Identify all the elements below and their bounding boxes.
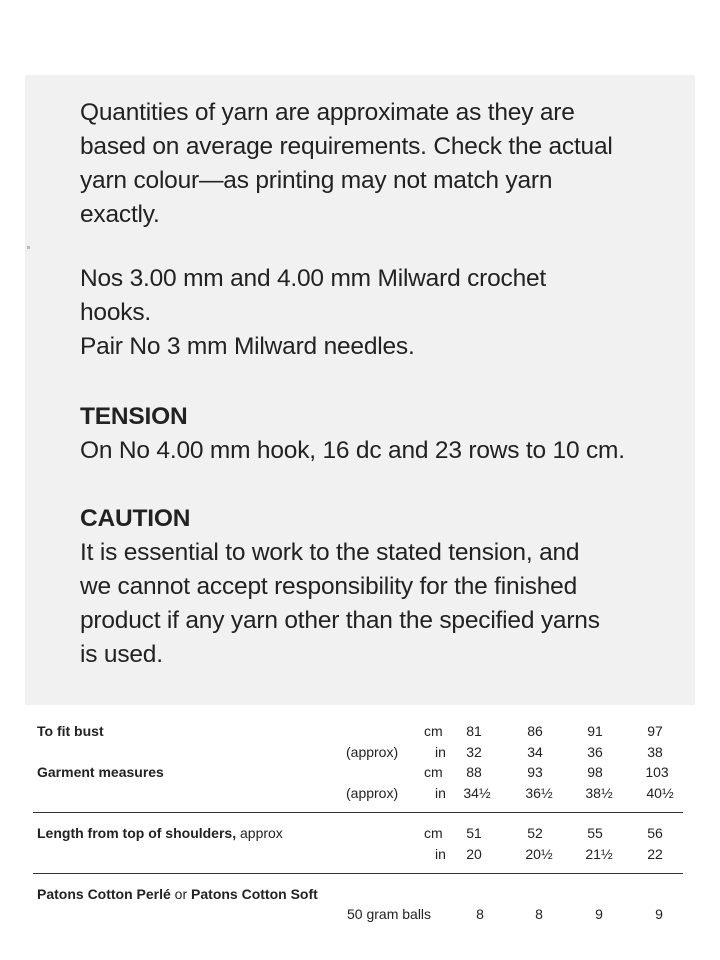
bust-in-value: 34	[527, 744, 543, 760]
yarn-value: 9	[595, 906, 603, 922]
length-in-value: 22	[647, 846, 663, 862]
bust-cm-value: 97	[647, 723, 663, 739]
bust-cm-value: 91	[587, 723, 603, 739]
length-label: Length from top of shoulders, approx	[37, 825, 283, 841]
garment-in-value: 34½	[463, 785, 491, 801]
garment-cm-value: 103	[645, 764, 669, 780]
length-cm-value: 55	[587, 825, 603, 841]
garment-cm-value: 93	[527, 764, 543, 780]
tension-heading: TENSION	[80, 403, 188, 430]
yarn-unit: 50 gram balls	[347, 906, 432, 922]
garment-in-unit: in	[435, 785, 446, 801]
yarn-label: Patons Cotton Perlé or Patons Cotton Soft	[37, 886, 318, 902]
caution-heading: CAUTION	[80, 505, 191, 532]
garment-cm-value: 88	[466, 764, 482, 780]
tension-section	[80, 400, 690, 468]
garment-cm-value: 98	[587, 764, 603, 780]
length-in-unit: in	[435, 846, 446, 862]
garment-label: Garment measures	[37, 764, 164, 780]
tension-text: On No 4.00 mm hook, 16 dc and 23 rows to 10 cm.	[80, 437, 625, 464]
yarn-quantity-note: Quantities of yarn are approximate as they are based on average requirements. Check the actual yarn colour—as printing may not match yarn exactly.	[80, 99, 613, 228]
hooks-needles-note: Nos 3.00 mm and 4.00 mm Milward crochet hooks. Pair No 3 mm Milward needles.	[80, 265, 547, 360]
yarn-value: 8	[535, 906, 543, 922]
garment-cm-unit: cm	[424, 764, 443, 780]
bust-cm-value: 81	[466, 723, 482, 739]
garment-approx: (approx)	[346, 785, 399, 801]
garment-in-value: 40½	[646, 785, 674, 801]
length-in-value: 21½	[585, 846, 613, 862]
length-cm-unit: cm	[424, 825, 443, 841]
speck	[27, 246, 30, 249]
table-divider	[33, 812, 683, 813]
garment-in-value: 36½	[525, 785, 553, 801]
yarn-value: 8	[476, 906, 484, 922]
bust-in-value: 32	[466, 744, 482, 760]
yarn-value: 9	[655, 906, 663, 922]
bust-in-value: 38	[647, 744, 663, 760]
caution-section: CAUTION It is essential to work to the stated tension, and we cannot accept responsibility for the finished product if any yarn other than the specified yarns is used.	[80, 502, 690, 672]
bust-label: To fit bust	[37, 723, 104, 739]
length-in-value: 20	[466, 846, 482, 862]
bust-cm-value: 86	[527, 723, 543, 739]
garment-in-value: 38½	[585, 785, 613, 801]
bust-cm-unit: cm	[424, 723, 443, 739]
bust-in-value: 36	[587, 744, 603, 760]
bust-in-unit: in	[435, 744, 446, 760]
table-divider	[33, 873, 683, 874]
length-cm-value: 56	[647, 825, 663, 841]
length-cm-value: 52	[527, 825, 543, 841]
length-cm-value: 51	[466, 825, 482, 841]
length-in-value: 20½	[525, 846, 553, 862]
bust-approx: (approx)	[346, 744, 399, 760]
